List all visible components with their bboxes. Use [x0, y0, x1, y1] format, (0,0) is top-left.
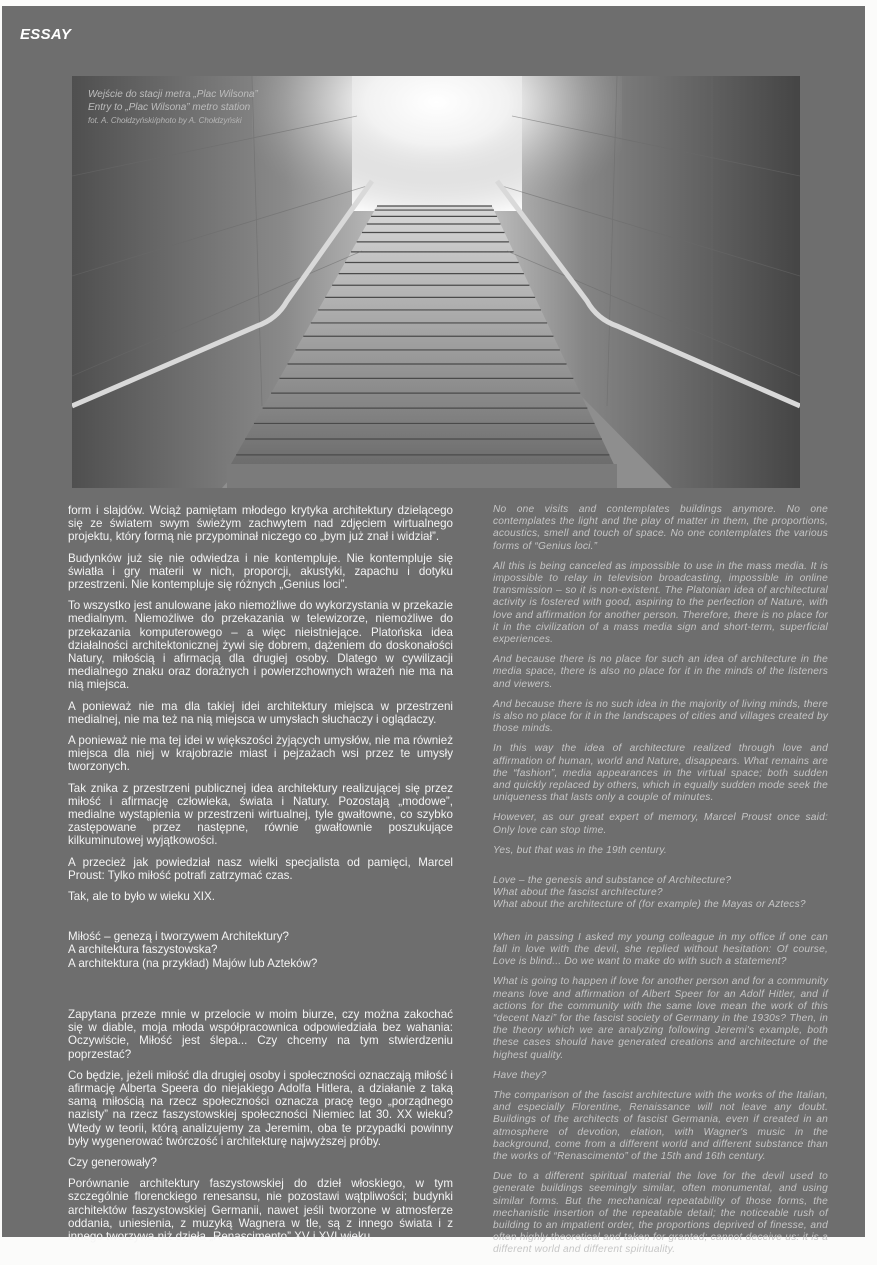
- paragraph: A ponieważ nie ma dla takiej idei architektury miejsca w przestrzeni medialnej, nie ma też na nią miejsca w umysłach słuchaczy i oglądaczy.: [68, 699, 453, 726]
- paragraph: form i slajdów. Wciąż pamiętam młodego krytyka architektury dzielącego się ze światem swym świeżym zachwytem nad zdjęciem wirtualnego projektu, który formą nie przypominał niczego co „bym już znał i widział”.: [68, 504, 453, 544]
- paragraph: The comparison of the fascist architecture with the works of the Italian, and especially Florentine, Renaissance will not leave any doubt. Buildings of the architects of fascist Germania, even if created in an atmosphere of devotion, elation, with Wagner's music in the background, come from a different world and different substance than the works of “Renascimento” of the 15th and 16th century.: [493, 1089, 828, 1162]
- paragraph: All this is being canceled as impossible to use in the mass media. It is impossible to relay in television broadcasting, impossible in online transmission – so it is non-existent. The Platonian idea of architectural activity is fostered with good, aspiring to the perfection of Nature, with love and affirmation for another person. Therefore, there is no place for it in the civilization of a mass media sign and short-term, superficial experiences.: [493, 560, 828, 646]
- caption-english: Entry to „Plac Wilsona” metro station: [88, 102, 251, 113]
- paragraph: Due to a different spiritual material the love for the devil used to generate buildings seemingly similar, often monumental, and using similar forms. But the mechanical repeatability of those forms, the mechanistic insertion of the repeatable detail; the noticeable rush of building to an impatient order, the proportions deprived of finesse, and often highly theoretical and taken for granted; cannot deceive us: it is a different world and different spirituality.: [493, 1171, 828, 1256]
- paragraph: Budynków już się nie odwiedza i nie kontempluje. Nie kontempluje się światła i gry materii w nich, proporcji, akustyki, zapachu i dotyku przestrzeni. Nie kontempluje się różnych „Genius loci”.: [68, 551, 453, 592]
- paragraph: However, as our great expert of memory, Marcel Proust once said: Only love can stop time.: [493, 812, 828, 836]
- paragraph: Tak, ale to było w wieku XIX.: [68, 890, 215, 904]
- paragraph: And because there is no place for such an idea of architecture in the media space, there is also no place for it in the minds of the listeners and viewers.: [493, 654, 828, 690]
- paragraph: Have they?: [493, 1069, 547, 1081]
- question-line: Love – the genesis and substance of Architecture?: [493, 875, 732, 887]
- question-line: What about the architecture of (for example) the Mayas or Aztecs?: [493, 899, 806, 911]
- paragraph: When in passing I asked my young colleague in my office if one can fall in love with the devil, she replied without hesitation: Of course, Love is blind... Do we want to make do with such a statement?: [493, 931, 828, 968]
- photo-caption: [88, 88, 258, 127]
- photo-credit: fot. A. Chołdzyński/photo by A. Chołdzyński: [88, 116, 242, 125]
- paragraph: Zapytana przeze mnie w przelocie w moim biurze, czy można zakochać się w diable, moja młoda współpracownica odpowiedziała bez wahania: Oczywiście, Miłość jest ślepa... Czy chcemy na tym stwierdzeniu poprzestać?: [68, 1007, 453, 1061]
- polish-column: [68, 504, 453, 1251]
- page-panel: [2, 6, 865, 1256]
- paragraph: Yes, but that was in the 19th century.: [493, 844, 667, 856]
- paragraph: And because there is no such idea in the majority of living minds, there is also no place for it in the landscapes of cities and villages created by those minds.: [493, 698, 828, 735]
- paragraph: Porównanie architektury faszystowskiej do dzieł włoskiego, w tym szczególnie florenckiego renesansu, nie pozostawi wątpliwości; budynki architektów faszystowskiej Germanii, nawet jeśli tworzone w atmosferze oddania, uniesienia, z muzyką Wagnera w tle, są z innego świata i z innego tworzywa niż dzieła „Renascimento” XV i XVI wieku.: [68, 1177, 453, 1243]
- question-line: A architektura faszystowska?: [68, 943, 218, 957]
- caption-polish: Wejście do stacji metra „Plac Wilsona”: [88, 89, 258, 100]
- section-label: ESSAY: [20, 26, 72, 43]
- staircase-photo: [72, 76, 800, 488]
- paragraph: Tak znika z przestrzeni publicznej idea architektury realizującej się przez miłość i afirmację człowieka, świata i Natury. Pozostają „modowe”, medialne wystąpienia w przestrzeni wirtualnej, tyle gwałtowne, co szybko zastępowane przez następne, równie gwałtownie poszukujące kilkuminutowej wyjątkowości.: [68, 781, 453, 848]
- paragraph: A przecież jak powiedział nasz wielki specjalista od pamięci, Marcel Proust: Tylko miłość potrafi zatrzymać czas.: [68, 855, 453, 882]
- paragraph: Co będzie, jeżeli miłość dla drugiej osoby i społeczności oznaczają miłość i afirmację Alberta Speera do niejakiego Adolfa Hitlera, a działanie z taką samą miłością na rzecz społeczności oznacza pracę tego „porządnego nazisty” na rzecz faszystowskiej społeczności Niemiec lat 30. XX wieku? Wtedy w teorii, którą analizujemy za Jeremim, oba te przypadki powinny były wygenerować twórczość i architekturę najwyższej próby.: [68, 1068, 453, 1148]
- question-line: Miłość – genezą i tworzywem Architektury?: [68, 930, 290, 944]
- paragraph: To wszystko jest anulowane jako niemożliwe do wykorzystania w przekazie medialnym. Niemożliwe do przekazania w telewizorze, niemożliwe do przekazania komputerowego – a więc nieistniejące. Platońska idea działalności architektonicznej żywi się dobrem, dążeniem do doskonałości Natury, miłością i afirmacją dla drugiej osoby. Dlatego w cywilizacji medialnego znaku oraz doraźnych i powierzchownych wrażeń nie ma na nią miejsca.: [68, 599, 453, 692]
- paragraph: A ponieważ nie ma tej idei w większości żyjących umysłów, nie ma również miejsca dla niej w krajobrazie miast i pejzażach wsi przez te umysły tworzonych.: [68, 734, 453, 774]
- paragraph: No one visits and contemplates buildings anymore. No one contemplates the light and the play of matter in them, the proportions, acoustics, smell and touch of space. No one contemplates the various forms of “Genius loci.”: [493, 504, 828, 552]
- paragraph: Czy generowały?: [68, 1155, 157, 1169]
- question-line: A architektura (na przykład) Majów lub Azteków?: [68, 956, 318, 970]
- paragraph: In this way the idea of architecture realized through love and affirmation of human, world and Nature, disappears. What remains are the “fashion”, media appearances in the virtual space; both sudden and quickly replaced by others, which in equally sudden mode seek the uniqueness that lasts only a couple of minutes.: [493, 743, 828, 804]
- staircase-photo-icon: [72, 76, 800, 488]
- question-line: What about the fascist architecture?: [493, 887, 663, 899]
- english-column: [493, 504, 828, 1265]
- paragraph: What is going to happen if love for another person and for a community means love and affirmation of Albert Speer for an Adolf Hitler, and if actions for the community with the same love mean the work of this “decent Nazi” for the fascist society of Germany in the 1930s? Then, in the theory which we are analyzing following Jeremi's example, both these cases should have generated creations and architecture of the highest quality.: [493, 976, 828, 1061]
